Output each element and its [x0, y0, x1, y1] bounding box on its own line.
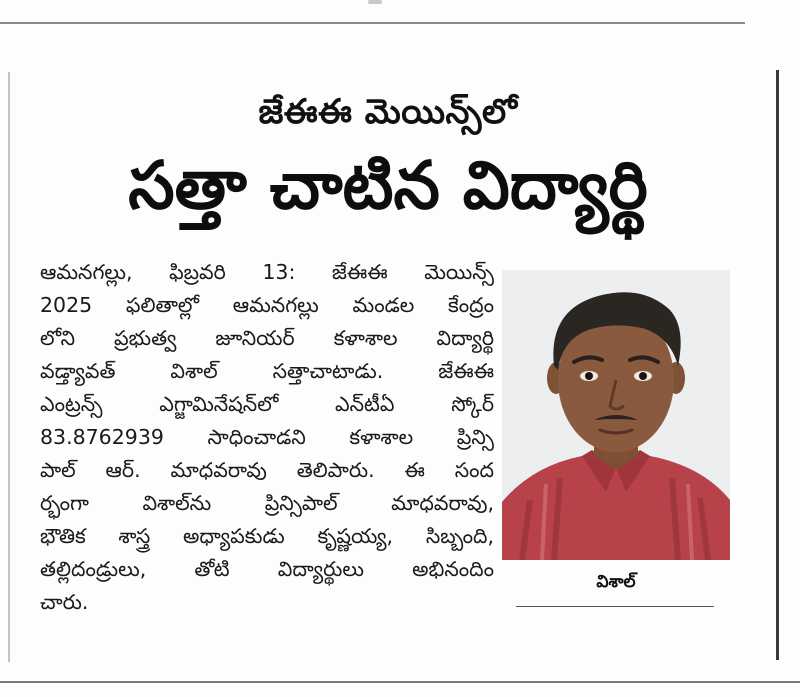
body-line: వడ్త్యావత్ విశాల్ సత్తాచాటాడు. జేఈఈ	[40, 359, 494, 383]
article-headline: సత్తా చాటిన విద్యార్థి	[128, 147, 648, 224]
body-line: లోని ప్రభుత్వ జూనియర్ కళాశాల విద్యార్థి	[40, 326, 494, 350]
body-line: పాల్ ఆర్. మాధవరావు తెలిపారు. ఈ సంద	[40, 458, 494, 482]
body-line: ఆమనగల్లు, ఫిబ్రవరి 13: జేఈఈ మెయిన్స్	[40, 260, 494, 284]
body-line: 2025 ఫలితాల్లో ఆమనగల్లు మండల కేంద్రం	[40, 293, 494, 317]
body-line: ఎంట్రన్స్ ఎగ్జామినేషన్‌లో ఎన్‌టీఏ స్కోర్	[40, 392, 494, 416]
top-rule	[0, 22, 745, 24]
body-line: చారు.	[40, 590, 89, 614]
caption-rule	[516, 606, 714, 607]
bottom-rule	[0, 681, 800, 683]
article-kicker: జేఈఈ మెయిన్స్‌లో	[258, 92, 518, 132]
top-page-mark	[368, 0, 382, 4]
photo-caption: విశాల్	[596, 572, 636, 592]
article-body	[40, 256, 494, 619]
body-line: తల్లిదండ్రులు, తోటి విద్యార్థులు అభినందిం	[40, 557, 494, 581]
body-line: భౌతిక శాస్త్ర అధ్యాపకుడు కృష్ణయ్య, సిబ్బంది,	[40, 524, 494, 548]
portrait-illustration	[502, 270, 730, 560]
body-line: 83.8762939 సాధించాడని కళాశాల ప్రిన్సి	[40, 425, 494, 449]
student-photo	[502, 270, 730, 560]
body-line: ర్భంగా విశాల్‌ను ప్రిన్సిపాల్ మాధవరావు,	[40, 491, 494, 515]
right-column-rule	[776, 70, 779, 660]
